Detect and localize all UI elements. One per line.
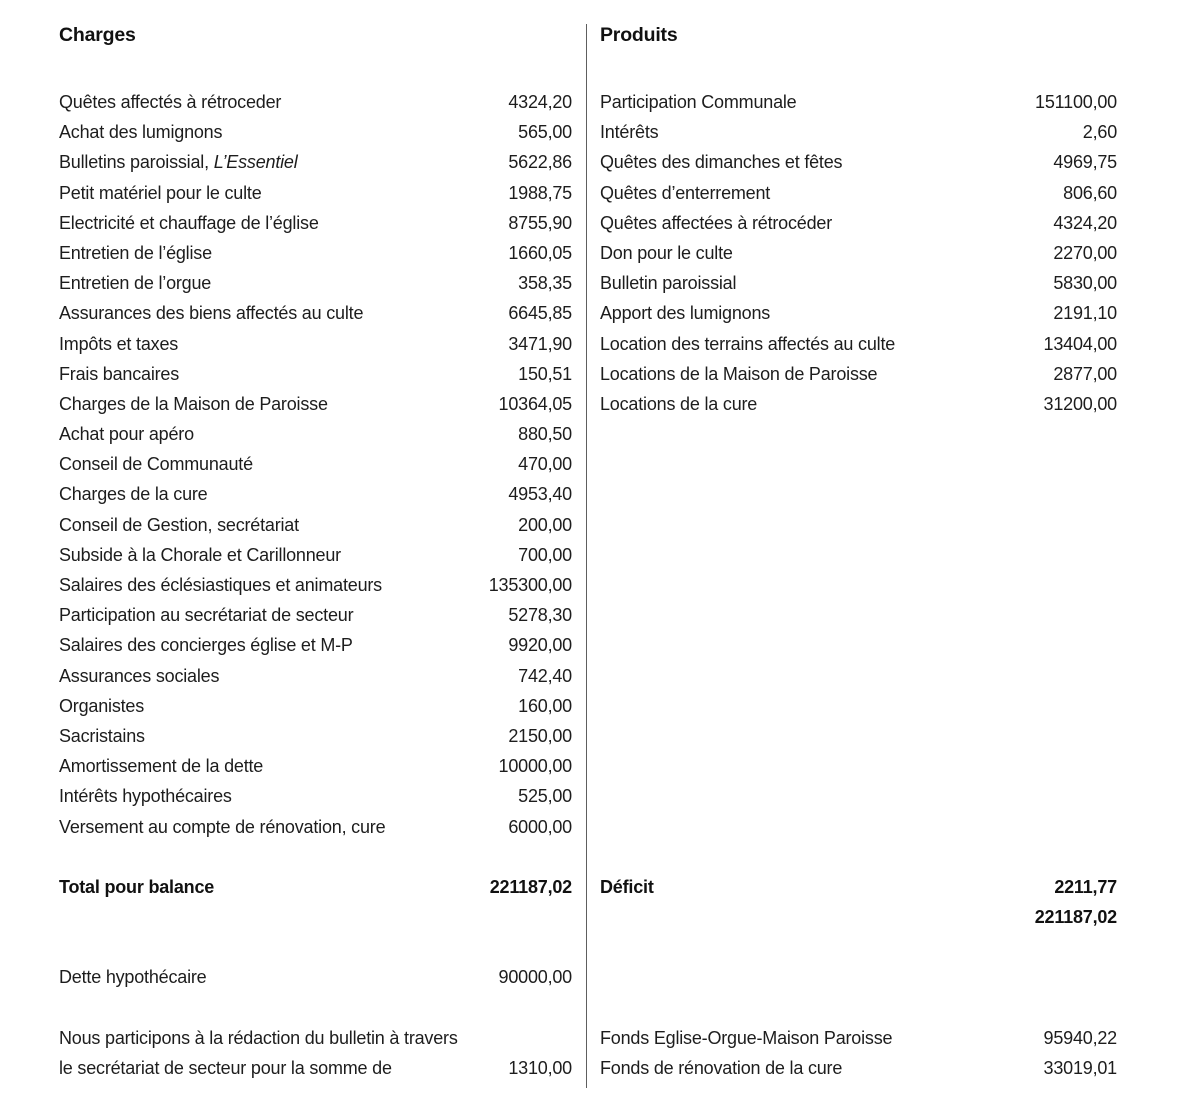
- produit-item-value: 31200,00: [1043, 393, 1117, 414]
- charge-item-row: [59, 691, 572, 721]
- produits-header: Produits: [600, 24, 678, 46]
- charge-item-label-italic: L’Essentiel: [213, 152, 298, 173]
- charge-item-label: Versement au compte de rénovation, cure: [59, 816, 386, 837]
- charge-item-label: Subside à la Chorale et Carillonneur: [59, 544, 341, 565]
- produit-item-row: [600, 208, 1117, 238]
- produit-item-label: Quêtes affectées à rétrocéder: [600, 212, 833, 233]
- fonds-eglise-label: Fonds Eglise-Orgue-Maison Paroisse: [600, 1028, 893, 1049]
- produit-item-row: [600, 359, 1117, 389]
- charge-item-value: 6000,00: [508, 816, 572, 837]
- bulletin-note-line1: [59, 1023, 572, 1053]
- charge-item-value: 3471,90: [508, 333, 572, 354]
- charge-item-label: Charges de la Maison de Paroisse: [59, 393, 328, 414]
- produit-item-label: Participation Communale: [600, 92, 797, 112]
- produit-item-label: Locations de la Maison de Paroisse: [600, 363, 878, 384]
- produit-item-label: Location des terrains affectés au culte: [600, 333, 896, 354]
- dette-hypothecaire-label: Dette hypothécaire: [59, 967, 207, 988]
- charge-item-label: Intérêts hypothécaires: [59, 786, 232, 807]
- deficit-label: Déficit: [600, 877, 654, 898]
- charge-item-label: Bulletins paroissial, L’Essentiel: [59, 152, 298, 173]
- charge-item-label: Entretien de l’église: [59, 242, 212, 263]
- charge-item-row: [59, 630, 572, 660]
- charge-item-label: Entretien de l’orgue: [59, 273, 212, 294]
- charge-item-value: 150,51: [518, 363, 572, 384]
- charge-item-label: Frais bancaires: [59, 363, 180, 384]
- total-balance-row: [59, 872, 572, 902]
- charge-item-row: [59, 147, 572, 177]
- charge-item-value: 10364,05: [498, 393, 572, 414]
- charge-item-value: 4953,40: [508, 484, 572, 505]
- charge-item-row: [59, 721, 572, 751]
- charge-item-label: Sacristains: [59, 725, 145, 746]
- produit-item-row: [600, 117, 1117, 147]
- charge-item-value: 9920,00: [508, 635, 572, 656]
- charge-item-value: 565,00: [518, 122, 572, 143]
- produit-item-value: 4324,20: [1053, 212, 1117, 233]
- produits-column: [600, 25, 1117, 1083]
- produit-item-value: 2270,00: [1053, 242, 1117, 263]
- produit-item-label: Quêtes des dimanches et fêtes: [600, 152, 843, 173]
- charges-column: [59, 25, 572, 1083]
- produit-item-value: 13404,00: [1043, 333, 1117, 354]
- charge-item-row: [59, 238, 572, 268]
- charges-item-list: [59, 87, 572, 842]
- charge-item-label: Electricité et chauffage de l’église: [59, 212, 319, 233]
- charge-item-row: [59, 87, 572, 117]
- charge-item-row: [59, 419, 572, 449]
- produit-item-row: [600, 268, 1117, 298]
- charge-item-label: Salaires des concierges église et M-P: [59, 635, 353, 656]
- charge-item-row: [59, 600, 572, 630]
- charge-item-label: Charges de la cure: [59, 484, 208, 505]
- charge-item-label: Achat pour apéro: [59, 424, 194, 445]
- produit-item-row: [600, 329, 1117, 359]
- charge-item-value: 700,00: [518, 544, 572, 565]
- charge-item-value: 742,40: [518, 665, 572, 686]
- charge-item-row: [59, 510, 572, 540]
- produit-item-row: [600, 147, 1117, 177]
- charge-item-row: [59, 479, 572, 509]
- dette-hypothecaire-row: [59, 962, 572, 992]
- produit-item-value: 4969,75: [1053, 152, 1117, 173]
- deficit-balance-value: 221187,02: [1034, 907, 1117, 928]
- charges-header: Charges: [59, 24, 136, 46]
- produit-item-value: 2,60: [1082, 122, 1117, 143]
- produit-item-label: Locations de la cure: [600, 393, 758, 414]
- charge-item-row: [59, 298, 572, 328]
- charge-item-value: 1988,75: [508, 182, 572, 203]
- charge-item-row: [59, 178, 572, 208]
- fonds-eglise-value: 95940,22: [1043, 1028, 1117, 1049]
- charge-item-row: [59, 781, 572, 811]
- charge-item-row: [59, 208, 572, 238]
- charge-item-value: 8755,90: [508, 212, 572, 233]
- produit-item-value: 5830,00: [1053, 273, 1117, 294]
- charge-item-label: Salaires des éclésiastiques et animateurs: [59, 575, 382, 595]
- dette-hypothecaire-value: 90000,00: [498, 967, 572, 988]
- charge-item-value: 1660,05: [508, 242, 572, 263]
- produit-item-row: [600, 298, 1117, 328]
- produit-item-value: 151100,00: [1035, 92, 1117, 112]
- charge-item-label: Assurances des biens affectés au culte: [59, 303, 364, 324]
- bulletin-note-line2: [59, 1053, 572, 1083]
- deficit-row: [600, 872, 1117, 902]
- charge-item-row: [59, 449, 572, 479]
- charge-item-label: Conseil de Communauté: [59, 454, 253, 475]
- deficit-block: [600, 872, 1117, 932]
- produit-item-label: Don pour le culte: [600, 242, 733, 263]
- charge-item-value: 525,00: [518, 786, 572, 807]
- charge-item-value: 5278,30: [508, 605, 572, 626]
- produit-item-row: [600, 238, 1117, 268]
- fonds-renovation-label: Fonds de rénovation de la cure: [600, 1058, 843, 1079]
- charge-item-row: [59, 540, 572, 570]
- charge-item-label: Petit matériel pour le culte: [59, 182, 262, 203]
- charge-item-label: Participation au secrétariat de secteur: [59, 605, 354, 626]
- fonds-renovation-value: 33019,01: [1043, 1058, 1117, 1079]
- fonds-block: [600, 1023, 1117, 1083]
- produit-item-value: 2877,00: [1053, 363, 1117, 384]
- column-divider: [586, 24, 587, 1088]
- charge-item-value: 4324,20: [508, 92, 572, 112]
- produit-item-row: [600, 389, 1117, 419]
- charge-item-row: [59, 359, 572, 389]
- bulletin-note-line2-text: le secrétariat de secteur pour la somme de: [59, 1058, 392, 1079]
- charge-item-label: Amortissement de la dette: [59, 756, 264, 777]
- produit-item-label: Bulletin paroissial: [600, 273, 737, 294]
- bulletin-note-line1-text: Nous participons à la rédaction du bulletin à travers: [59, 1027, 458, 1048]
- charge-item-value: 160,00: [518, 695, 572, 716]
- charge-item-label: Organistes: [59, 695, 145, 716]
- charge-item-row: [59, 751, 572, 781]
- produit-item-value: 2191,10: [1053, 303, 1117, 324]
- charge-item-label: Achat des lumignons: [59, 122, 223, 143]
- charge-item-row: [59, 812, 572, 842]
- bulletin-note-block: [59, 1023, 572, 1083]
- produit-item-row: [600, 178, 1117, 208]
- produits-item-list: [600, 87, 1117, 419]
- charge-item-value: 200,00: [518, 514, 572, 535]
- charge-item-value: 5622,86: [508, 152, 572, 173]
- produit-item-label: Apport des lumignons: [600, 303, 771, 324]
- charge-item-label: Assurances sociales: [59, 665, 220, 686]
- deficit-value: 2211,77: [1054, 877, 1117, 898]
- charge-item-value: 2150,00: [508, 725, 572, 746]
- produit-item-row: [600, 87, 1117, 117]
- produit-item-label: Quêtes d’enterrement: [600, 182, 771, 203]
- bulletin-note-value: 1310,00: [508, 1058, 572, 1079]
- charge-item-label: Impôts et taxes: [59, 333, 179, 354]
- total-balance-value: 221187,02: [489, 876, 572, 897]
- charge-item-value: 880,50: [518, 424, 572, 445]
- charge-item-row: [59, 268, 572, 298]
- charge-item-value: 10000,00: [498, 756, 572, 777]
- charge-item-label: Conseil de Gestion, secrétariat: [59, 514, 299, 535]
- charge-item-value: 470,00: [518, 454, 572, 475]
- charge-item-value: 6645,85: [508, 303, 572, 324]
- charge-item-row: [59, 570, 572, 600]
- total-balance-label: Total pour balance: [59, 876, 215, 897]
- deficit-balance-row: [600, 902, 1117, 932]
- charge-item-row: [59, 329, 572, 359]
- charge-item-row: [59, 661, 572, 691]
- charge-item-value: 358,35: [518, 273, 572, 294]
- fonds-eglise-row: [600, 1023, 1117, 1053]
- fonds-renovation-row: [600, 1053, 1117, 1083]
- charge-item-value: 135300,00: [488, 575, 572, 595]
- charge-item-row: [59, 389, 572, 419]
- charge-item-row: [59, 117, 572, 147]
- produit-item-value: 806,60: [1063, 182, 1117, 203]
- produit-item-label: Intérêts: [600, 122, 659, 143]
- charge-item-label: Quêtes affectés à rétroceder: [59, 92, 282, 112]
